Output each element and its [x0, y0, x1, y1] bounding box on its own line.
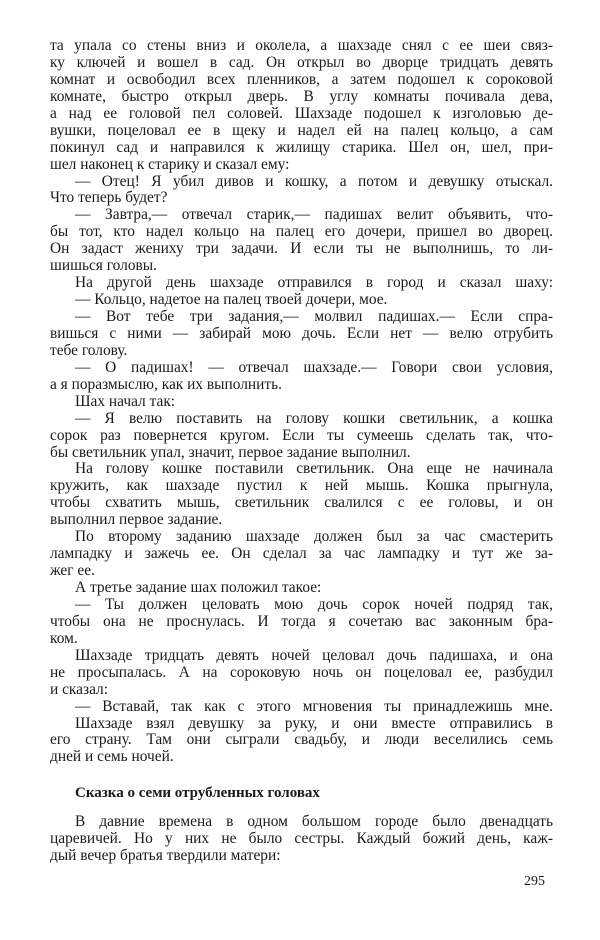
text-line: Шахзаде тридцать девять ночей целовал дочь падишаха, и она	[75, 647, 553, 664]
text-line: Он задаст жениху три задачи. И если ты не выполнишь, то ли-	[50, 241, 553, 258]
text-line: та упала со стены вниз и околела, а шахзаде снял с ее шеи связ-	[50, 38, 553, 54]
text-line: не просыпалась. А на сороковую ночь он поцеловал ее, разбудил	[50, 664, 553, 681]
text-line: Шах начал так:	[75, 392, 176, 410]
text-line: а над ее головой пел соловей. Шахзаде подошел к изголовью де-	[50, 105, 553, 122]
text-line: На голову кошке поставили светильник. Она еще не начинала	[75, 461, 553, 478]
text-line: Что теперь будет?	[50, 189, 168, 207]
text-line: На другой день шахзаде отправился в город и сказал шаху:	[75, 275, 553, 292]
text-line: — Завтра,— отвечал старик,— падишах велит объявить, что-	[75, 207, 553, 224]
section-heading: Сказка о семи отрубленных головах	[75, 785, 320, 801]
text-line: покинул сад и направился к жилищу старика. Шел он, шел, при-	[50, 139, 553, 156]
text-line: тебе голову.	[50, 341, 128, 359]
text-line: В давние времена в одном большом городе было двенадцать	[75, 814, 553, 830]
text-line: А третье задание шах положил такое:	[75, 579, 322, 596]
text-line: комнате, быстро открыл дверь. В углу комнаты почивала дева,	[50, 88, 553, 105]
text-line: царевичей. Но у них не было сестры. Каждый божий день, каж-	[50, 830, 553, 847]
new-story-text	[50, 814, 553, 865]
text-line: его страну. Там они сыграли свадьбу, и люди веселились семь	[50, 732, 553, 749]
text-line: бы тот, кто надел кольцо на палец его дочери, пришел во дворец.	[50, 224, 553, 241]
text-line: Шахзаде взял девушку за руку, и они вместе отправились в	[75, 715, 553, 732]
text-line: лампадку и зажечь ее. Он сделал за час лампадку и тут же за-	[50, 546, 553, 563]
text-line: — О падишах! — отвечал шахзаде.— Говори свои условия,	[75, 359, 553, 376]
text-line: ком.	[50, 629, 78, 647]
text-line: ку ключей и вошел в сад. Он открыл во дворце тридцать девять	[50, 54, 553, 71]
text-line: а я поразмыслю, как их выполнить.	[50, 375, 282, 393]
text-line: — Вот тебе три задания,— молвил падишах.— Если спра-	[75, 309, 553, 325]
text-line: бы светильник упал, значит, первое задание выполнил.	[50, 443, 411, 461]
text-line: — Кольцо, надетое на палец твоей дочери, мое.	[75, 291, 388, 309]
text-line: кружить, как шахзаде пустил к ней мышь. Кошка прыгнула,	[50, 478, 553, 495]
text-line: вушки, поцеловал ее в щеку и надел ей на палец кольцо, а сам	[50, 122, 553, 139]
text-line: — Вставай, так как с этого мгновения ты принадлежишь мне.	[75, 698, 553, 715]
text-line: — Я велю поставить на голову кошки светильник, а кошка	[75, 410, 553, 427]
text-line: чтобы она не проснулась. И тогда я сочетаю вас законным бра-	[50, 613, 553, 630]
text-line: — Ты должен целовать мою дочь сорок ночей подряд так,	[75, 596, 553, 613]
text-line: выполнил первое задание.	[50, 511, 223, 529]
text-line: — Отец! Я убил дивов и кошку, а потом и девушку отыскал.	[75, 173, 553, 190]
text-line: сорок раз повернется кругом. Если ты сумеешь сделать так, что-	[50, 427, 553, 444]
text-line: По второму заданию шахзаде должен был за час смастерить	[75, 529, 553, 546]
text-line: дней и семь ночей.	[50, 748, 174, 766]
text-line: вишься с ними — забирай мою дочь. Если нет — велю отрубить	[50, 325, 553, 342]
text-line: комнат и освободил всех пленников, а затем подошел к сороковой	[50, 71, 553, 88]
text-line: шел наконец к старику и сказал ему:	[50, 155, 290, 173]
text-line: шишься головы.	[50, 257, 157, 275]
text-line: дый вечер братья твердили матери:	[50, 846, 281, 864]
text-line: жег ее.	[50, 562, 95, 580]
text-line: и сказал:	[50, 680, 108, 698]
story-ending-text	[50, 38, 553, 766]
page-number: 295	[524, 874, 545, 889]
text-line: чтобы схватить мышь, светильник свалился с ее головы, и он	[50, 495, 553, 512]
